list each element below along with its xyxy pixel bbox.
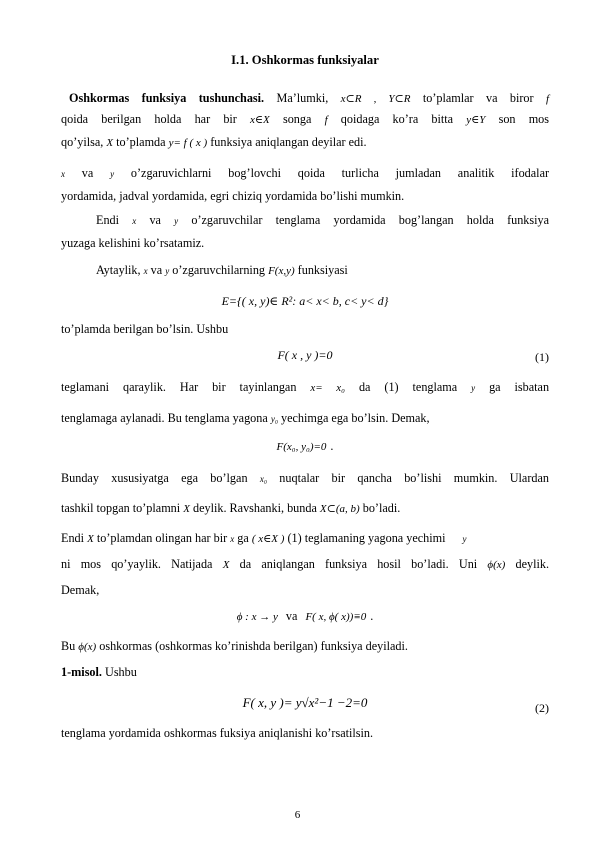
equation-1: F( x , y )=0 — [277, 348, 333, 362]
p3-line1: Endi x va y o’zgaruvchilar tenglama yordamida bog’langan holda funksiya — [96, 213, 550, 227]
p4-line3: to’plamda berilgan bo’lsin. Ushbu — [61, 322, 229, 336]
p6-line1: Bunday xususiyatga ega bo’lgan x₀ nuqtalar bir qancha bo’lishi mumkin. Ulardan — [61, 471, 549, 485]
p8-line1: Bu ϕ(x) oshkormas (oshkormas ko’rinishda berilgan) funksiya deyiladi. — [61, 639, 408, 653]
equation-2: F( x, y )= y√x²−1 −2=0 — [242, 695, 368, 710]
p2-line1: x va y o’zgaruvichlarni bog’lovchi qoida turlicha jumladan analitik ifodalar — [61, 166, 550, 180]
p5-line2: tenglamaga aylanadi. Bu tenglama yagona y₀ yechimga ega bo’lsin. Demak, — [61, 411, 430, 425]
example-heading: 1-misol. — [61, 665, 102, 679]
p1-line3: qo’yilsa, X to’plamda y= f ( x ) funksiya aniqlangan deyilar edi. — [61, 135, 367, 149]
set-definition-formula: E={( x, y)∈ R²: a< x< b, c< y< d} — [221, 294, 389, 308]
math-sets: x⊂R , Y⊂R — [340, 93, 411, 105]
p6-line2: tashkil topgan to’plamni X deylik. Ravshanki, bunda X⊂(a, b) bo’ladi. — [61, 501, 401, 515]
example-line2: tenglama yordamida oshkormas fuksiya aniqlanishi ko’rsatilsin. — [61, 726, 374, 740]
p3-line2: yuzaga kelishini ko’rsatamiz. — [61, 236, 205, 250]
implicit-function-definition: ϕ : x → y va F( x, ϕ( x))≡0 . — [236, 609, 374, 623]
p1-line2: qoida berilgan holda har bir x∈X songa f qoidaga ko’ra bitta y∈Y son mos — [61, 112, 550, 126]
p4-line1: Aytaylik, x va y o’zgaruvchilarning F(x,y) funksiyasi — [96, 263, 348, 277]
equation-point: F(x₀, y₀)=0 . — [276, 439, 334, 453]
p7-line2: ni mos qo’yaylik. Natijada X da aniqlangan funksiya hosil bo’ladi. Uni ϕ(x) deylik. — [61, 557, 550, 571]
p1-line1: Oshkormas funksiya tushunchasi. Ma’lumki, x⊂R , Y⊂R to’plamlar va biror f — [69, 91, 550, 105]
page-number: 6 — [294, 809, 301, 821]
p7-line1: Endi X to’plamdan olingan har bir x ga ( x∈X ) (1) teglamaning yagona yechimi y — [61, 531, 467, 545]
p5-line1: teglamani qaraylik. Har bir tayinlangan x= x₀ da (1) tenglama y ga isbatan — [61, 380, 550, 394]
p2-line2: yordamida, jadval yordamida, egri chiziq yordamida bo’lishi mumkin. — [61, 189, 405, 203]
section-title: I.1. Oshkormas funksiyalar — [231, 53, 379, 67]
example-heading-line: 1-misol. Ushbu — [61, 665, 137, 679]
definition-heading: Oshkormas funksiya tushunchasi. — [69, 91, 265, 105]
equation-1-number: (1) — [535, 350, 549, 364]
equation-2-number: (2) — [535, 701, 549, 715]
p7-line3: Demak, — [61, 583, 100, 597]
